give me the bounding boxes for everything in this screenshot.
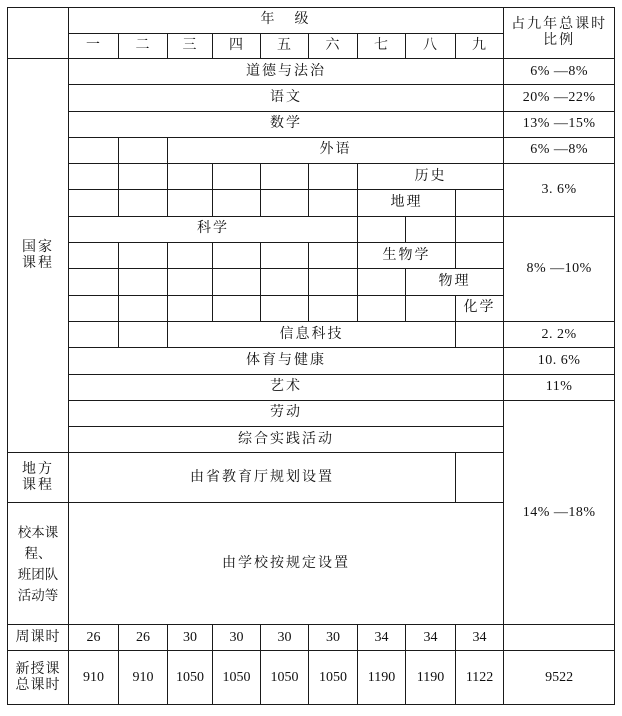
empty-cell — [168, 243, 213, 269]
empty-cell — [69, 321, 119, 347]
grade-header-cell: 二 — [119, 34, 168, 59]
ratio-cell-information-technology: 2. 2% — [504, 321, 615, 347]
grade-header-cell: 四 — [213, 34, 261, 59]
grade-header-cell: 一 — [69, 34, 119, 59]
grade-header-cell: 七 — [358, 34, 406, 59]
empty-cell — [119, 137, 168, 163]
subject-cell-information-technology: 信息科技 — [168, 321, 456, 347]
category-local-curriculum — [8, 453, 69, 503]
empty-cell — [406, 216, 456, 242]
total-hours-label — [8, 651, 69, 705]
empty-cell — [358, 295, 406, 321]
note-cell-local: 由省教育厅规划设置 — [69, 453, 456, 503]
subject-cell-physics: 物理 — [406, 269, 504, 295]
total-hours-cell: 1190 — [358, 651, 406, 705]
empty-cell — [168, 164, 213, 190]
weekly-hours-cell: 34 — [358, 625, 406, 651]
empty-cell — [119, 295, 168, 321]
total-hours-cell: 910 — [69, 651, 119, 705]
weekly-hours-label: 周课时 — [8, 625, 69, 651]
empty-cell — [213, 295, 261, 321]
empty-cell — [358, 216, 406, 242]
ratio-cell-foreign-language: 6% —8% — [504, 137, 615, 163]
corner-cell — [8, 8, 69, 59]
empty-cell — [261, 295, 309, 321]
subject-cell-pe-health: 体育与健康 — [69, 348, 504, 374]
empty-cell — [119, 243, 168, 269]
empty-cell — [69, 137, 119, 163]
empty-cell — [119, 321, 168, 347]
label-line: 总课时 — [15, 677, 61, 693]
empty-cell — [69, 190, 119, 216]
empty-cell — [168, 190, 213, 216]
label-line: 新授课 — [15, 661, 61, 677]
category-line: 班团队 — [17, 566, 59, 582]
ratio-cell-moral-law: 6% —8% — [504, 59, 615, 85]
empty-cell — [261, 190, 309, 216]
ratio-header-line1: 占九年总课时 — [511, 16, 608, 32]
empty-cell — [504, 625, 615, 651]
empty-cell — [119, 269, 168, 295]
weekly-hours-cell: 34 — [456, 625, 504, 651]
ratio-header-line2: 比例 — [543, 33, 576, 48]
empty-cell — [456, 243, 504, 269]
grade-group-header: 年 级 — [69, 8, 504, 34]
empty-cell — [456, 321, 504, 347]
ratio-column-header — [504, 8, 615, 59]
empty-cell — [456, 190, 504, 216]
empty-cell — [261, 243, 309, 269]
ratio-cell-pe-health: 10. 6% — [504, 348, 615, 374]
weekly-hours-cell: 30 — [168, 625, 213, 651]
grade-header-cell: 八 — [406, 34, 456, 59]
category-line: 课程 — [22, 477, 54, 493]
subject-cell-chemistry: 化学 — [456, 295, 504, 321]
subject-cell-history: 历史 — [358, 164, 504, 190]
empty-cell — [69, 295, 119, 321]
curriculum-schedule-table — [7, 7, 615, 705]
ratio-cell-chinese: 20% —22% — [504, 85, 615, 111]
empty-cell — [309, 243, 358, 269]
empty-cell — [358, 269, 406, 295]
total-hours-cell: 1122 — [456, 651, 504, 705]
grade-header-cell: 六 — [309, 34, 358, 59]
subject-cell-comprehensive-practice: 综合实践活动 — [69, 427, 504, 453]
grade-header-cell: 五 — [261, 34, 309, 59]
subject-cell-foreign-language: 外语 — [168, 137, 504, 163]
empty-cell — [456, 453, 504, 503]
subject-cell-labor: 劳动 — [69, 400, 504, 426]
total-hours-cell: 1050 — [309, 651, 358, 705]
total-hours-cell: 1050 — [261, 651, 309, 705]
empty-cell — [261, 164, 309, 190]
grade-header-cell: 三 — [168, 34, 213, 59]
category-line: 地方 — [22, 461, 54, 477]
category-line: 国家 — [22, 239, 54, 255]
empty-cell — [213, 190, 261, 216]
ratio-cell-history-geography: 3. 6% — [504, 164, 615, 217]
total-hours-cell: 910 — [119, 651, 168, 705]
subject-cell-science: 科学 — [69, 216, 358, 242]
subject-cell-geography: 地理 — [358, 190, 456, 216]
empty-cell — [119, 164, 168, 190]
category-national-curriculum — [8, 59, 69, 453]
weekly-hours-cell: 26 — [119, 625, 168, 651]
category-line: 活动等 — [17, 587, 59, 603]
note-cell-school: 由学校按规定设置 — [69, 503, 504, 625]
empty-cell — [213, 164, 261, 190]
category-line: 校本课程、 — [17, 524, 59, 561]
empty-cell — [309, 164, 358, 190]
category-line: 课程 — [22, 255, 54, 271]
ratio-cell-arts: 11% — [504, 374, 615, 400]
total-hours-cell: 1190 — [406, 651, 456, 705]
empty-cell — [213, 269, 261, 295]
total-hours-cell: 1050 — [168, 651, 213, 705]
category-school-curriculum — [8, 503, 69, 625]
empty-cell — [456, 216, 504, 242]
weekly-hours-cell: 30 — [309, 625, 358, 651]
empty-cell — [309, 269, 358, 295]
subject-cell-chinese: 语文 — [69, 85, 504, 111]
empty-cell — [213, 243, 261, 269]
empty-cell — [69, 269, 119, 295]
grand-total-cell: 9522 — [504, 651, 615, 705]
weekly-hours-cell: 30 — [261, 625, 309, 651]
total-hours-cell: 1050 — [213, 651, 261, 705]
empty-cell — [168, 269, 213, 295]
weekly-hours-cell: 34 — [406, 625, 456, 651]
empty-cell — [119, 190, 168, 216]
empty-cell — [69, 243, 119, 269]
empty-cell — [406, 295, 456, 321]
weekly-hours-cell: 30 — [213, 625, 261, 651]
ratio-cell-science-group: 8% —10% — [504, 216, 615, 321]
subject-cell-math: 数学 — [69, 111, 504, 137]
subject-cell-arts: 艺术 — [69, 374, 504, 400]
grade-header-cell: 九 — [456, 34, 504, 59]
weekly-hours-cell: 26 — [69, 625, 119, 651]
empty-cell — [168, 295, 213, 321]
subject-cell-biology: 生物学 — [358, 243, 456, 269]
ratio-cell-lower-group: 14% —18% — [504, 400, 615, 625]
empty-cell — [261, 269, 309, 295]
ratio-cell-math: 13% —15% — [504, 111, 615, 137]
empty-cell — [69, 164, 119, 190]
empty-cell — [309, 190, 358, 216]
subject-cell-moral-law: 道德与法治 — [69, 59, 504, 85]
empty-cell — [309, 295, 358, 321]
